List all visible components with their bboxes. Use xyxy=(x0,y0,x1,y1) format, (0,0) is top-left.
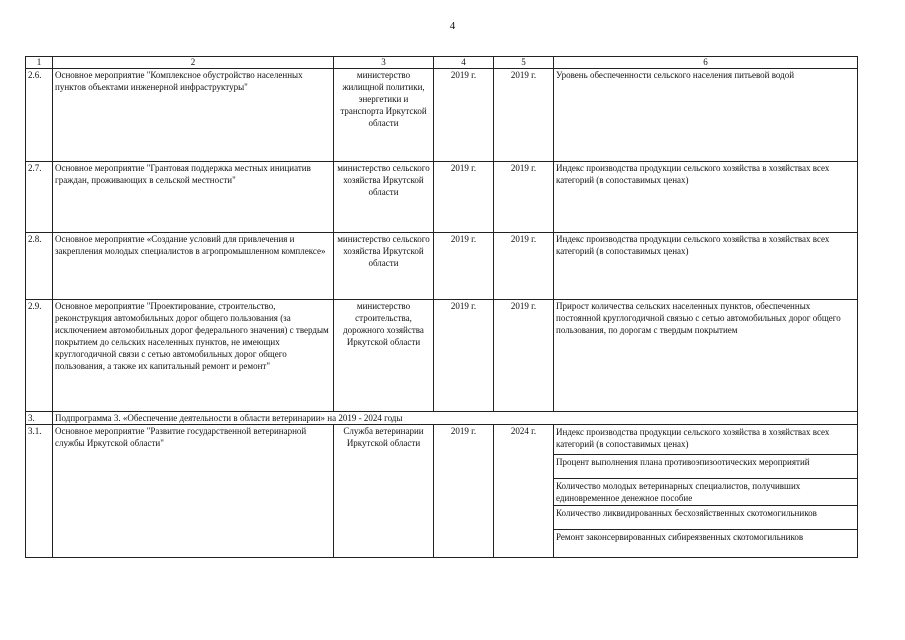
indicator: Процент выполнения плана противоэпизоотических мероприятий xyxy=(554,455,857,479)
subprogram-number: 3. xyxy=(26,412,53,425)
row-number: 2.9. xyxy=(26,300,53,412)
indicator: Количество ликвидированных бесхозяйственных скотомогильников xyxy=(554,506,857,530)
responsible-org: министерство строительства, дорожного хозяйства Иркутской области xyxy=(334,300,434,412)
row-number: 2.6. xyxy=(26,69,53,162)
measure-name: Основное мероприятие "Грантовая поддержка местных инициатив граждан, проживающих в сельской местности" xyxy=(53,162,334,233)
table-row xyxy=(26,162,858,233)
column-number: 6 xyxy=(554,57,858,69)
row-number: 3.1. xyxy=(26,425,53,558)
subprogram-row xyxy=(26,412,858,425)
indicator: Ремонт законсервированных сибиреязвенных скотомогильников xyxy=(556,532,804,542)
indicator: Индекс производства продукции сельского хозяйства в хозяйствах всех категорий (в сопоставимых ценах) xyxy=(554,233,858,300)
indicator: Уровень обеспеченности сельского населения питьевой водой xyxy=(554,69,858,162)
start-year: 2019 г. xyxy=(434,162,494,233)
indicator: Прирост количества сельских населенных пунктов, обеспеченных постоянной круглогодичной связью с сетью автомобильных дорог общего пользования, по дорогам с твердым покрытием xyxy=(554,300,858,412)
row-number: 2.8. xyxy=(26,233,53,300)
end-year: 2019 г. xyxy=(494,300,554,412)
start-year: 2019 г. xyxy=(434,425,494,558)
measure-name: Основное мероприятие «Создание условий для привлечения и закрепления молодых специалистов в агропромышленном комплексе» xyxy=(53,233,334,300)
indicator: Индекс производства продукции сельского хозяйства в хозяйствах всех категорий (в сопоставимых ценах) xyxy=(554,425,857,455)
end-year: 2019 г. xyxy=(494,233,554,300)
column-number: 1 xyxy=(26,57,53,69)
column-number: 5 xyxy=(494,57,554,69)
measure-name: Основное мероприятие "Комплексное обустройство населенных пунктов объектами инженерной инфраструктуры" xyxy=(53,69,334,162)
subprogram-title: Подпрограмма 3. «Обеспечение деятельности в области ветеринарии» на 2019 - 2024 годы xyxy=(53,412,858,425)
table-row xyxy=(26,69,858,162)
responsible-org: Служба ветеринарии Иркутской области xyxy=(334,425,434,558)
end-year: 2019 г. xyxy=(494,69,554,162)
start-year: 2019 г. xyxy=(434,69,494,162)
responsible-org: министерство жилищной политики, энергетики и транспорта Иркутской области xyxy=(334,69,434,162)
column-number-row xyxy=(26,57,858,69)
end-year: 2024 г. xyxy=(494,425,554,558)
start-year: 2019 г. xyxy=(434,300,494,412)
row-number: 2.7. xyxy=(26,162,53,233)
page-number: 4 xyxy=(449,20,456,32)
table-row xyxy=(26,233,858,300)
measure-name: Основное мероприятие "Проектирование, строительство, реконструкция автомобильных дорог общего пользования (за исключением автомобильных дорог федерального значения) с твердым покрытием до сельских населенных пунктов, не имеющих круглогодичной связи с сетью автомобильных дорог общего пользования, а также их капитальный ремонт и ремонт" xyxy=(53,300,334,412)
indicator: Индекс производства продукции сельского хозяйства в хозяйствах всех категорий (в сопоставимых ценах) xyxy=(554,162,858,233)
start-year: 2019 г. xyxy=(434,233,494,300)
measures-table xyxy=(25,56,858,558)
table-row xyxy=(26,425,858,558)
indicator: Количество молодых ветеринарных специалистов, получивших единовременное денежное пособие xyxy=(554,479,857,506)
end-year: 2019 г. xyxy=(494,162,554,233)
column-number: 4 xyxy=(434,57,494,69)
measure-name: Основное мероприятие "Развитие государственной ветеринарной службы Иркутской области" xyxy=(53,425,334,558)
responsible-org: министерство сельского хозяйства Иркутской области xyxy=(334,233,434,300)
column-number: 3 xyxy=(334,57,434,69)
column-number: 2 xyxy=(53,57,334,69)
responsible-org: министерство сельского хозяйства Иркутской области xyxy=(334,162,434,233)
table-row xyxy=(26,300,858,412)
indicator-list xyxy=(554,425,858,558)
